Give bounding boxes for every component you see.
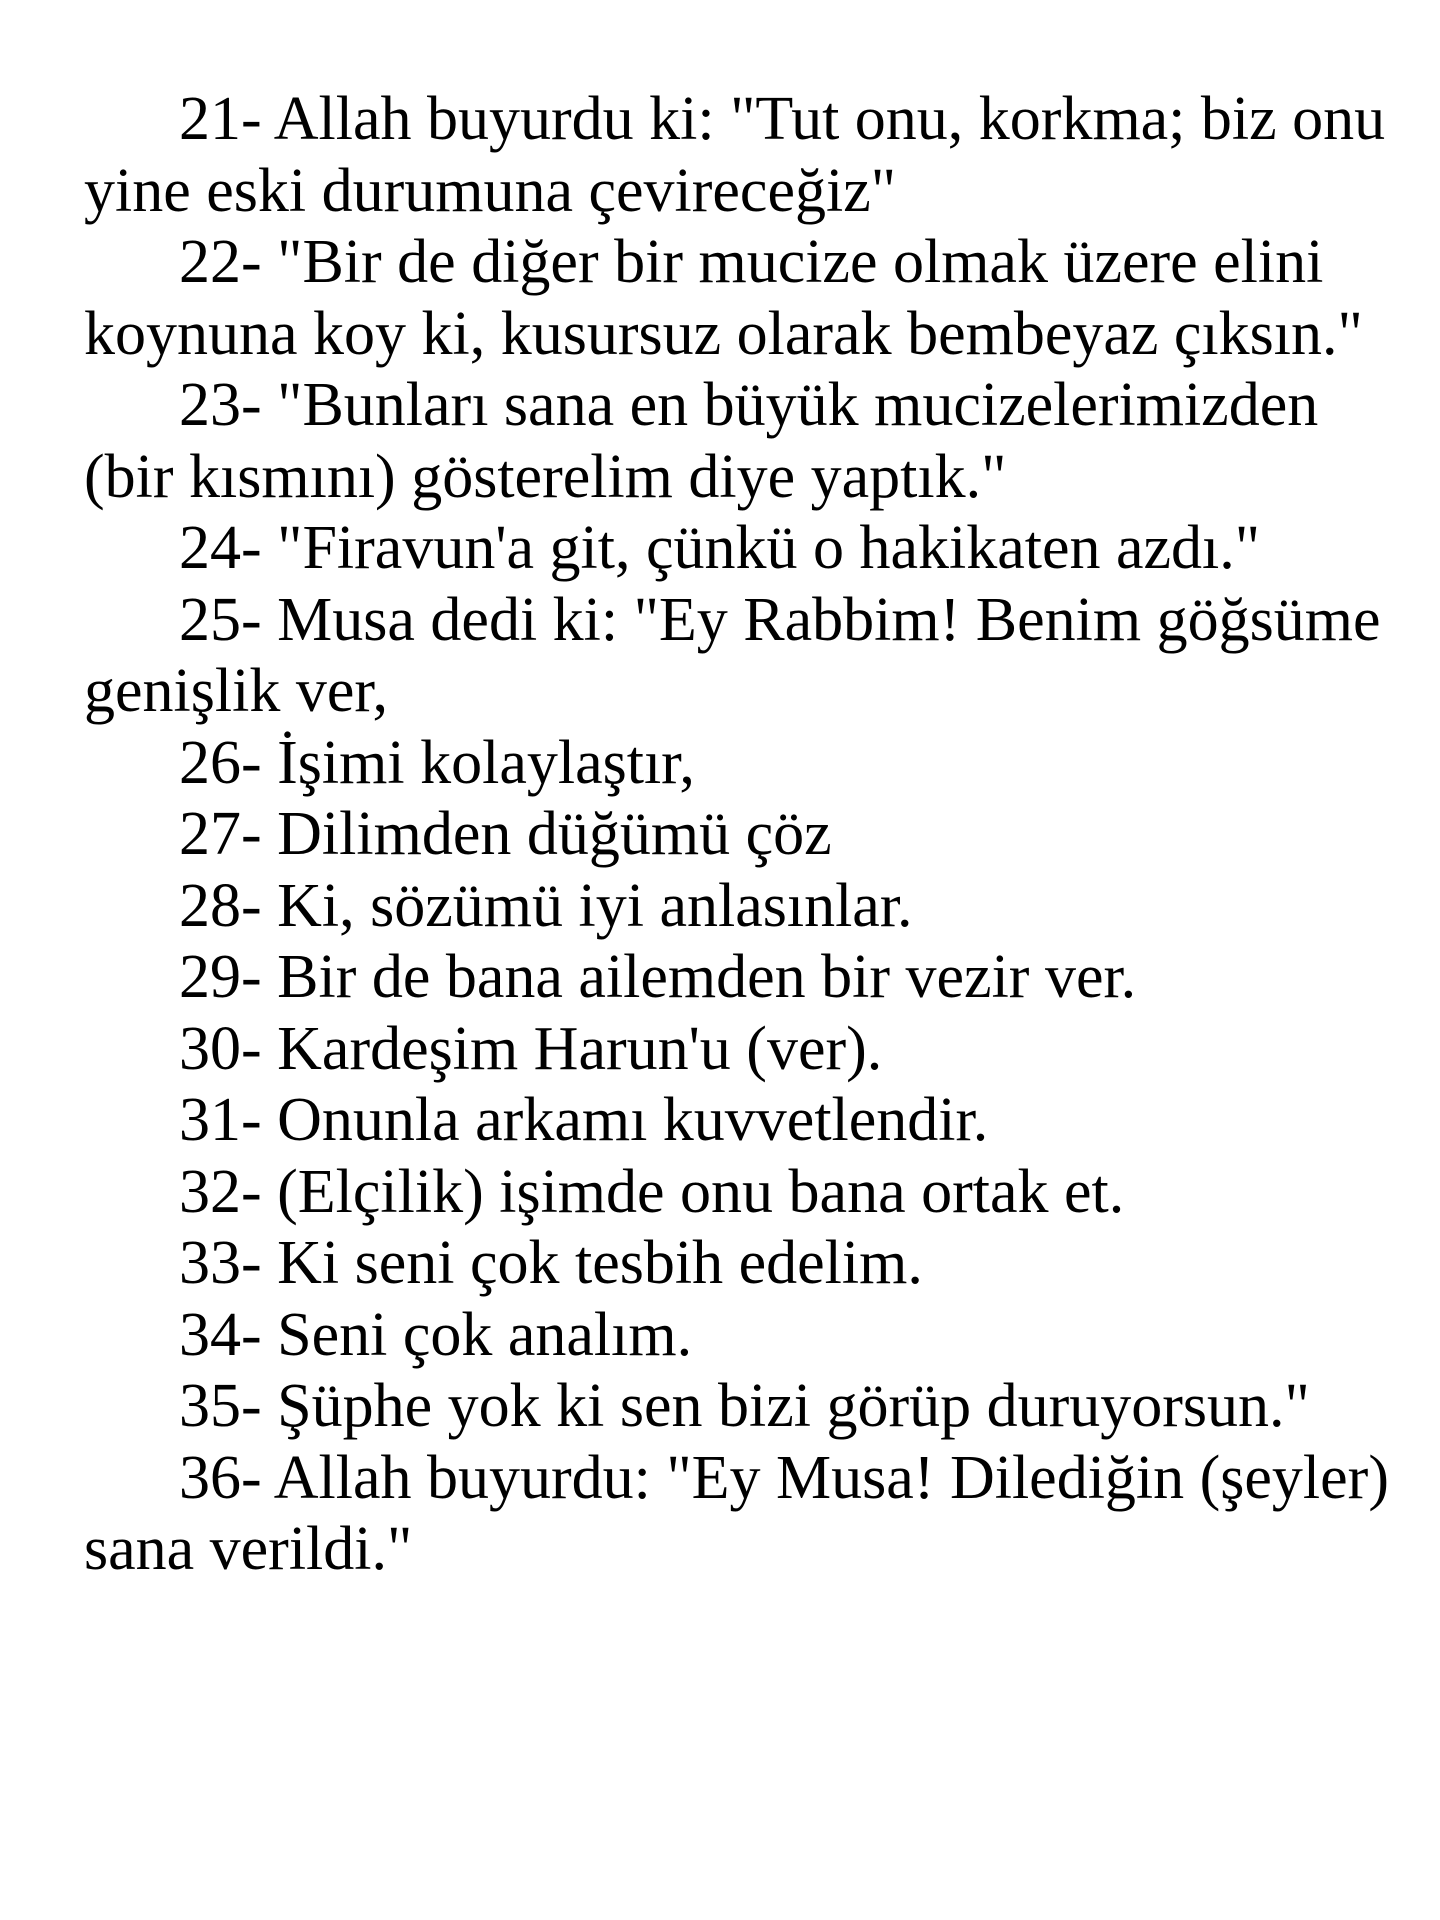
verse-36: 36- Allah buyurdu: "Ey Musa! Dilediğin (şeyler) sana verildi." — [84, 1443, 1389, 1583]
verse-26: 26- İşimi kolaylaştır, — [179, 728, 695, 797]
verse-27: 27- Dilimden düğümü çöz — [179, 800, 832, 868]
verse-28: 28- Ki, sözümü iyi anlasınlar. — [179, 871, 913, 940]
verse-30: 30- Kardeşim Harun'u (ver). — [179, 1014, 883, 1083]
verse-35: 35- Şüphe yok ki sen bizi görüp duruyorsun." — [179, 1372, 1310, 1440]
verse-25: 25- Musa dedi ki: "Ey Rabbim! Benim göğsüme genişlik ver, — [84, 585, 1381, 725]
verse-24: 24- "Firavun'a git, çünkü o hakikaten azdı." — [179, 514, 1261, 582]
verse-34: 34- Seni çok analım. — [179, 1300, 693, 1369]
verse-31: 31- Onunla arkamı kuvvetlendir. — [179, 1086, 989, 1154]
verse-22: 22- "Bir de diğer bir mucize olmak üzere elini koynuna koy ki, kusursuz olarak bembeyaz çıksın." — [84, 228, 1363, 368]
verse-21: 21- Allah buyurdu ki: "Tut onu, korkma; biz onu yine eski durumuna çevireceğiz" — [84, 85, 1386, 225]
verse-29: 29- Bir de bana ailemden bir vezir ver. — [179, 943, 1137, 1011]
verse-33: 33- Ki seni çok tesbih edelim. — [179, 1229, 923, 1297]
verse-32: 32- (Elçilik) işimde onu bana ortak et. — [179, 1157, 1125, 1226]
document-page — [84, 84, 1404, 1586]
verse-23: 23- "Bunları sana en büyük mucizelerimizden (bir kısmını) gösterelim diye yaptık." — [84, 371, 1319, 511]
